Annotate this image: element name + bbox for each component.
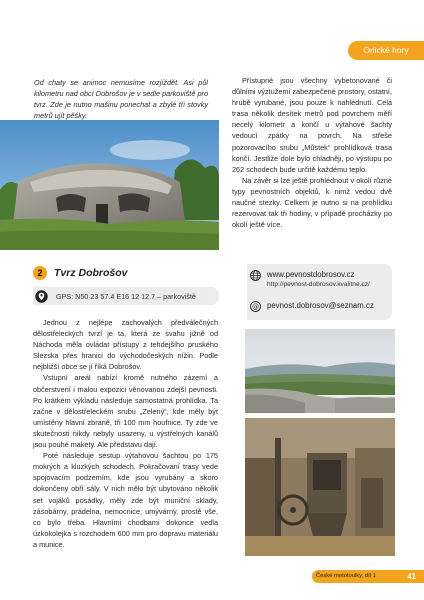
gps-box (33, 287, 219, 305)
contact-box (247, 264, 392, 320)
region-tab: Orlické hory (348, 41, 424, 60)
landscape-view-image (245, 329, 395, 413)
section-number-badge: 2 (33, 266, 47, 280)
email-row (250, 301, 374, 312)
intro-paragraph (34, 77, 208, 121)
footer-book-title: České mototoulky, díl 1 (316, 573, 376, 579)
at-sign-icon (250, 301, 261, 312)
page-number: 41 (407, 571, 416, 581)
right-paragraph: Na závěr si lze ještě prohlédnout v okolí různé typy pevnostních objektů, k nimž vedou dvě naučné stezky. Celkem je nutno si na prohlídku rezervovat tak tři hodiny, v případě procházky po okolí ještě více. (232, 175, 392, 230)
map-pin-icon (35, 290, 48, 303)
website-link[interactable]: www.pevnostdobrosov.cz (267, 270, 355, 279)
right-paragraph: Přístupné jsou všechny vybetonované či důlními výztužemi zabezpečené prostory, ostatní, hrubě vyrubané, jsou pouze k nahlédnutí. Celá trasa několik desítek metrů pod povrchem měří necelý kilometr a končí u výtahové šachty vedoucí zpátky na povrch. Na střeše pozorovacího srubu „Můstek“ prohlídková trasa končí. Jestliže dole bylo chladněji, po výstupu po 262 schodech bude určitě každému teplo. (232, 76, 392, 174)
section-body (33, 317, 218, 550)
interior-photo (245, 418, 395, 556)
right-column-text (232, 75, 392, 230)
gps-coordinates: GPS: N50 23 57.4 E16 12 12.7 – parkoviště (56, 291, 196, 301)
website-alt-link[interactable]: http://pevnost-dobrosov.kvalitne.cz/ (267, 281, 370, 288)
fortress-bunker-image (0, 120, 219, 250)
fortress-interior-image (245, 418, 395, 556)
fortress-photo (0, 120, 219, 250)
section-heading (33, 266, 128, 280)
section-paragraph: Jednou z nejlépe zachovalých předválečných dělostřeleckých tvrzí je ta, která ze svahu jižně od Náchoda měla ovládat přístupy z tehdejšího pruského Slezska přes hranici do východočeských nížin. Podle nejbližší obce se jí říká Dobrošov. (33, 318, 218, 372)
section-paragraph: Poté následuje sestup výtahovou šachtou po 175 mokrých a kluzkých schodech. Pokračovaní trasy vede spojovacím podzemím, kde jsou vyrubány a skoro dokončeny obří sály. V nich mělo být ubytováno několik set vojáků posádky, měly zde být muniční sklady, zásobárny, prádelna, nemocnice, umývárny, prostě vše, co bylo třeba. Hlavními chodbami dokonce vedla úzkokolejka s rozchodem 600 mm pro dopravu materiálu a munice. (33, 451, 218, 549)
footer-bar (312, 570, 424, 583)
email-link[interactable]: pevnost.dobrosov@seznam.cz (267, 301, 374, 310)
intro-text: Od chaty se animoc nemusíme rozjíždět. Asi půl kilometru nad obcí Dobrošov je v sedle parkoviště pro tvrz. Zde je nutno mašinu ponechat a zbylé tři stovky metrů ujít pěšky. (34, 78, 208, 121)
section-paragraph: Vstupní areál nabízí kromě nutného zázemí a občerstvení i malou expozici věnovanou zdejší pevnosti. Po krátkém výkladu následuje samostatná prohlídka. Ta začne v dělostřeleckém srubu „Zelený“, kde měly být umístěny hlavní zbraně, tři 100 mm houfnice. Ty zde ve skutečnosti nikdy nebyly usazeny, u výstřelných kanálů jsou pouhé makety. Ale představu dají. (33, 373, 218, 450)
svg-text:@: @ (252, 302, 259, 311)
globe-icon (250, 270, 261, 281)
website-row (250, 270, 370, 288)
section-title: Tvrz Dobrošov (54, 267, 128, 279)
landscape-photo (245, 329, 395, 413)
